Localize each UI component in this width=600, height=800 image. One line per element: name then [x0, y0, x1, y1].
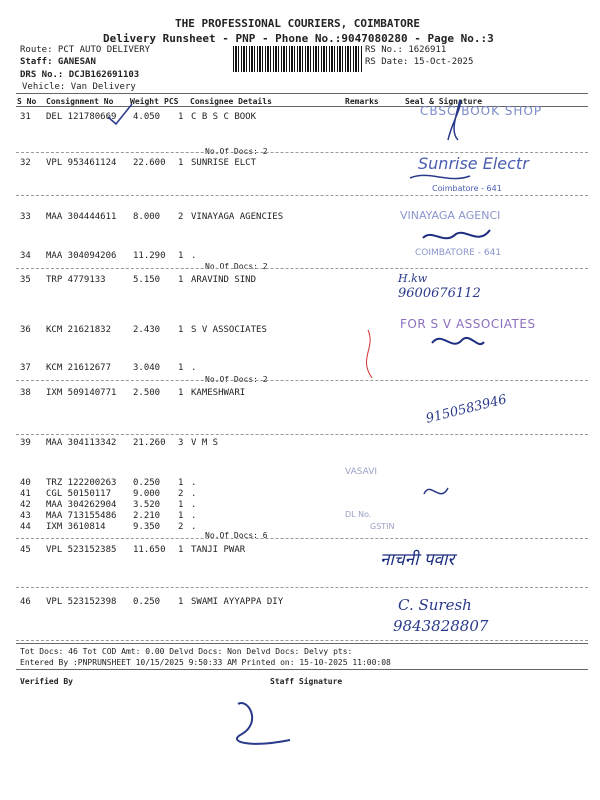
cell-cons: TRZ 122200263 [46, 478, 117, 488]
cell-pcs: 1 [178, 545, 184, 555]
cell-name: ARAVIND SIND [191, 275, 257, 285]
cell-cons: VPL 523152385 [46, 545, 117, 555]
cell-name: C B S C BOOK [191, 112, 257, 122]
col-weight: Weight [130, 97, 159, 106]
cell-sno: 35 [20, 275, 31, 285]
cell-wt: 4.050 [133, 112, 161, 122]
cell-sno: 45 [20, 545, 31, 555]
cell-name: . [191, 500, 197, 510]
cell-wt: 0.250 [133, 597, 161, 607]
footer-bottom-rule [16, 669, 588, 670]
cell-wt: 2.430 [133, 325, 161, 335]
col-sno: S No [17, 97, 37, 106]
cell-cons: VPL 953461124 [46, 158, 117, 168]
cell-wt: 2.210 [133, 511, 161, 521]
cell-cons: KCM 21621832 [46, 325, 112, 335]
cell-pcs: 2 [178, 212, 184, 222]
cell-pcs: 1 [178, 275, 184, 285]
stamp-gstin: GSTIN [370, 522, 395, 531]
cell-wt: 9.350 [133, 522, 161, 532]
cell-pcs: 1 [178, 112, 184, 122]
col-seal: Seal & Signature [405, 97, 483, 106]
cell-sno: 46 [20, 597, 31, 607]
cell-pcs: 1 [178, 251, 184, 261]
cell-cons: IXM 509140771 [46, 388, 117, 398]
staff-signature-label: Staff Signature [270, 677, 343, 686]
footer-top-rule [16, 643, 588, 644]
cell-pcs: 2 [178, 522, 184, 532]
stamp-dl: DL No. [345, 510, 372, 519]
vehicle-label: Vehicle: Van Delivery [22, 82, 136, 92]
cell-wt: 11.650 [133, 545, 166, 555]
cell-name: . [191, 489, 197, 499]
check-mark [108, 104, 132, 124]
cell-wt: 22.600 [133, 158, 166, 168]
cell-wt: 3.040 [133, 363, 161, 373]
handwritten-phone: 9843828807 [393, 617, 489, 635]
stamp-sunrise: Sunrise Electr [418, 154, 529, 173]
cell-cons: MAA 304262904 [46, 500, 117, 510]
cell-pcs: 1 [178, 158, 184, 168]
red-mark [366, 330, 372, 378]
col-remarks: Remarks [345, 97, 379, 106]
cell-sno: 33 [20, 212, 31, 222]
cell-pcs: 2 [178, 489, 184, 499]
cell-cons: MAA 304444611 [46, 212, 117, 222]
totals-line: Tot Docs: 46 Tot COD Amt: 0.00 Delvd Docs: Non Delvd Docs: Delvy pts: [20, 647, 353, 656]
cell-pcs: 1 [178, 597, 184, 607]
col-consignment: Consignment No [46, 97, 114, 106]
verified-by-label: Verified By [20, 677, 73, 686]
cell-name: VINAYAGA AGENCIES [191, 212, 284, 222]
cell-cons: MAA 713155486 [46, 511, 117, 521]
signature-scribble [424, 488, 448, 494]
signature-scribble [432, 338, 484, 344]
cell-cons: CGL 50150117 [46, 489, 112, 499]
cell-wt: 3.520 [133, 500, 161, 510]
cell-name: . [191, 511, 197, 521]
cell-name: V M S [191, 438, 219, 448]
rs-number: RS No.: 1626911 [365, 45, 447, 55]
cell-wt: 21.260 [133, 438, 166, 448]
cell-pcs: 1 [178, 511, 184, 521]
cell-sno: 34 [20, 251, 31, 261]
signature-scribble [423, 230, 490, 238]
drs-number: DRS No.: DCJB162691103 [20, 70, 140, 80]
cell-sno: 36 [20, 325, 31, 335]
staff-signature [237, 703, 290, 744]
cell-name: S V ASSOCIATES [191, 325, 267, 335]
cell-sno: 40 [20, 478, 31, 488]
cell-wt: 2.500 [133, 388, 161, 398]
handwritten-name: H.kw [398, 272, 428, 285]
runsheet-subtitle: Delivery Runsheet - PNP - Phone No.:9047080280 - Page No.:3 [103, 32, 494, 45]
stamp-vinayaga: VINAYAGA AGENCI [400, 209, 501, 222]
route-label: Route: PCT AUTO DELIVERY [20, 45, 151, 55]
handwritten-name: C. Suresh [398, 596, 472, 614]
stamp-sv-associates: FOR S V ASSOCIATES [400, 317, 536, 331]
cell-sno: 42 [20, 500, 31, 510]
cell-name: SUNRISE ELCT [191, 158, 257, 168]
cell-name: SWAMI AYYAPPA DIY [191, 597, 284, 607]
cell-sno: 41 [20, 489, 31, 499]
cell-pcs: 1 [178, 388, 184, 398]
cell-name: TANJI PWAR [191, 545, 246, 555]
cell-cons: VPL 523152398 [46, 597, 117, 607]
cell-sno: 43 [20, 511, 31, 521]
cell-cons: MAA 304113342 [46, 438, 117, 448]
cell-name: . [191, 522, 197, 532]
docs-note: No.Of Docs: 6 [205, 531, 268, 540]
cell-name: . [191, 363, 197, 373]
cell-name: . [191, 478, 197, 488]
stamp-cbsc: CBSC BOOK SHOP [420, 104, 543, 118]
cell-cons: DEL 121780669 [46, 112, 117, 122]
docs-note: No.Of Docs: 2 [205, 375, 268, 384]
cell-cons: MAA 304094206 [46, 251, 117, 261]
handwritten-phone: 9150583946 [424, 392, 509, 427]
cell-sno: 44 [20, 522, 31, 532]
signature-scribble [448, 100, 460, 140]
signature-scribble [410, 175, 470, 178]
cell-pcs: 1 [178, 325, 184, 335]
cell-pcs: 1 [178, 478, 184, 488]
cell-pcs: 1 [178, 363, 184, 373]
stamp-vasavi: VASAVI [345, 467, 378, 477]
staff-label: Staff: GANESAN [20, 57, 96, 67]
cell-wt: 0.250 [133, 478, 161, 488]
company-title: THE PROFESSIONAL COURIERS, COIMBATORE [175, 17, 421, 30]
cell-cons: KCM 21612677 [46, 363, 112, 373]
docs-note: No.Of Docs: 2 [205, 147, 268, 156]
handwritten-phone: 9600676112 [398, 286, 481, 301]
rs-date: RS Date: 15-Oct-2025 [365, 57, 474, 67]
cell-sno: 38 [20, 388, 31, 398]
stamp-sunrise-city: Coimbatore - 641 [432, 184, 502, 193]
cell-sno: 32 [20, 158, 31, 168]
cell-sno: 37 [20, 363, 31, 373]
col-pcs: PCS [164, 97, 179, 106]
cell-wt: 11.290 [133, 251, 166, 261]
cell-sno: 39 [20, 438, 31, 448]
cell-wt: 9.000 [133, 489, 161, 499]
cell-name: . [191, 251, 197, 261]
cell-pcs: 3 [178, 438, 184, 448]
cell-wt: 8.000 [133, 212, 161, 222]
entered-by-line: Entered By :PNPRUNSHEET 10/15/2025 9:50:33 AM Printed on: 15-10-2025 11:00:08 [20, 658, 391, 667]
cell-pcs: 1 [178, 500, 184, 510]
cell-wt: 5.150 [133, 275, 161, 285]
docs-note: No.Of Docs: 2 [205, 262, 268, 271]
handwritten-name: नाचनी पवार [380, 550, 455, 570]
col-consignee: Consignee Details [190, 97, 272, 106]
cell-cons: IXM 3610814 [46, 522, 106, 532]
cell-name: KAMESHWARI [191, 388, 246, 398]
cell-cons: TRP 4779133 [46, 275, 106, 285]
cell-sno: 31 [20, 112, 31, 122]
stamp-vinayaga-city: COIMBATORE - 641 [415, 248, 502, 258]
